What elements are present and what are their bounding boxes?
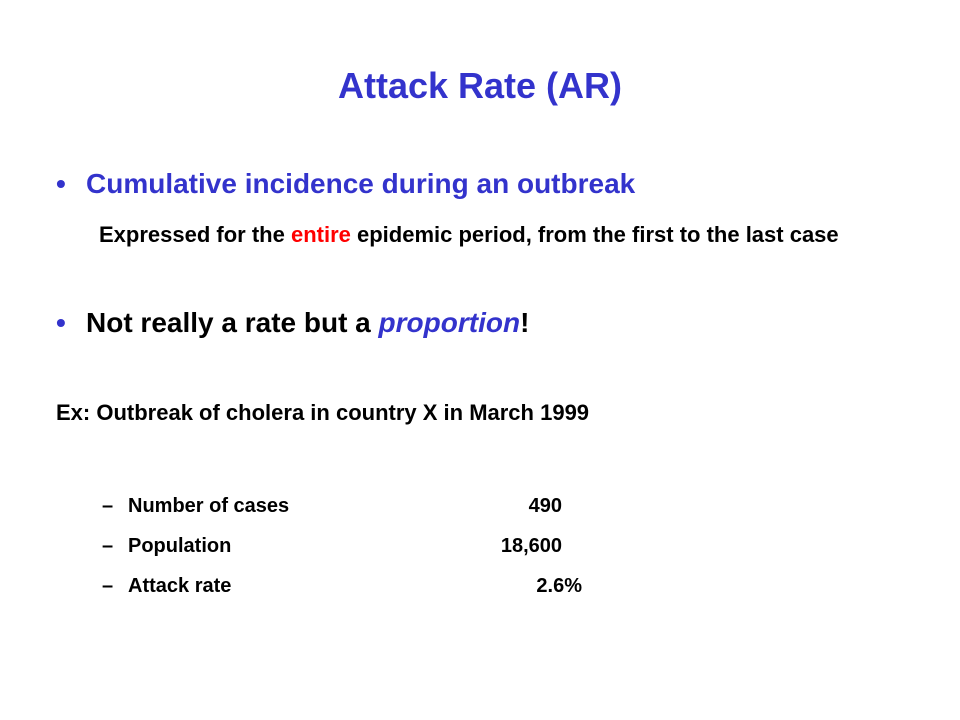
bullet-dot-icon: • (56, 307, 66, 338)
sub-point-text-start: Expressed for the (99, 222, 291, 247)
data-row-attack-rate (102, 572, 582, 600)
dash-marker: – (102, 575, 114, 597)
bullet-text-start: Not really a rate but a (86, 307, 379, 338)
bullet-cumulative-incidence (56, 166, 635, 202)
sub-point-text-end: epidemic period, from the first to the last case (350, 222, 839, 247)
row-label: Attack rate (128, 575, 232, 597)
bullet-text: Cumulative incidence during an outbreak (86, 168, 636, 199)
bullet-text (86, 305, 529, 341)
dash-marker: – (102, 535, 114, 557)
bullet-not-a-rate (56, 305, 529, 341)
highlight-entire: entire (290, 222, 351, 247)
data-row-cases (102, 492, 562, 520)
row-value: 490 (528, 495, 562, 517)
bullet-dot-icon: • (56, 168, 66, 199)
emphasis-proportion: proportion (378, 307, 521, 338)
row-label: Population (128, 535, 232, 557)
bullet-text-end: ! (520, 307, 530, 338)
slide-title: Attack Rate (AR) (337, 65, 623, 106)
row-value: 18,600 (500, 535, 562, 557)
sub-point-expressed (99, 220, 918, 250)
dash-marker: – (102, 495, 114, 517)
example-heading: Ex: Outbreak of cholera in country X in March 1999 (56, 400, 590, 425)
row-value: 2.6% (536, 575, 582, 597)
row-label: Number of cases (128, 495, 290, 517)
data-row-population (102, 532, 562, 560)
